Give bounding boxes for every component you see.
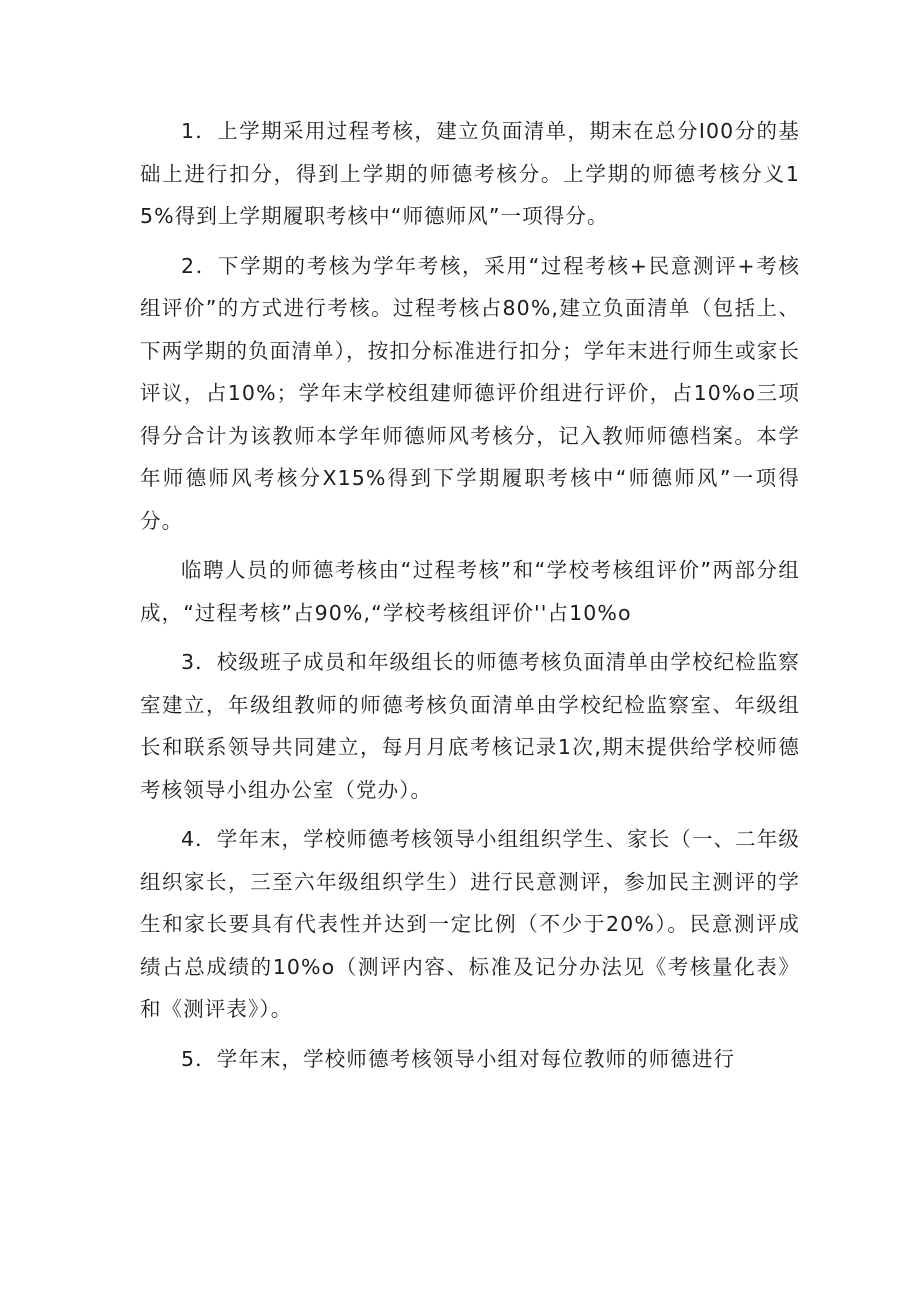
paragraph-negative-list: 3．校级班子成员和年级组长的师德考核负面清单由学校纪检监察室建立，年级组教师的师德考核负面清单由学校纪检监察室、年级组长和联系领导共同建立，每月月底考核记录1次,期末提供给学校师德考核领导小组办公室（党办）。 (140, 650, 800, 802)
paragraph-semester-two: 2．下学期的考核为学年考核，采用“过程考核+民意测评+考核组评价”的方式进行考核。过程考核占80%,建立负面清单（包括上、下两学期的负面清单），按扣分标准进行扣分；学年末进行师生或家长评议，占10%；学年末学校组建师德评价组进行评价，占10%o三项得分合计为该教师本学年师德师风考核分，记入教师师德档案。本学年师德师风考核分X15%得到下学期履职考核中“师德师风”一项得分。 (140, 253, 800, 533)
paragraph-semester-one: 1．上学期采用过程考核，建立负面清单，期末在总分I00分的基础上进行扣分，得到上学期的师德考核分。上学期的师德考核分义15%得到上学期履职考核中“师德师风”一项得分。 (140, 119, 800, 228)
paragraph-temporary-staff: 临聘人员的师德考核由“过程考核”和“学校考核组评价”两部分组成，“过程考核”占90%,“学校考核组评价''占10%o (140, 558, 800, 625)
document-body (140, 110, 800, 1087)
paragraph-year-end-review: 5．学年末，学校师德考核领导小组对每位教师的师德进行 (181, 1046, 736, 1071)
paragraph-public-evaluation: 4．学年末，学校师德考核领导小组组织学生、家长（一、二年级组织家长，三至六年级组织学生）进行民意测评，参加民主测评的学生和家长要具有代表性并达到一定比例（不少于20%）。民意测评成绩占总成绩的10%o（测评内容、标准及记分办法见《考核量化表》和《测评表》）。 (140, 827, 800, 1021)
